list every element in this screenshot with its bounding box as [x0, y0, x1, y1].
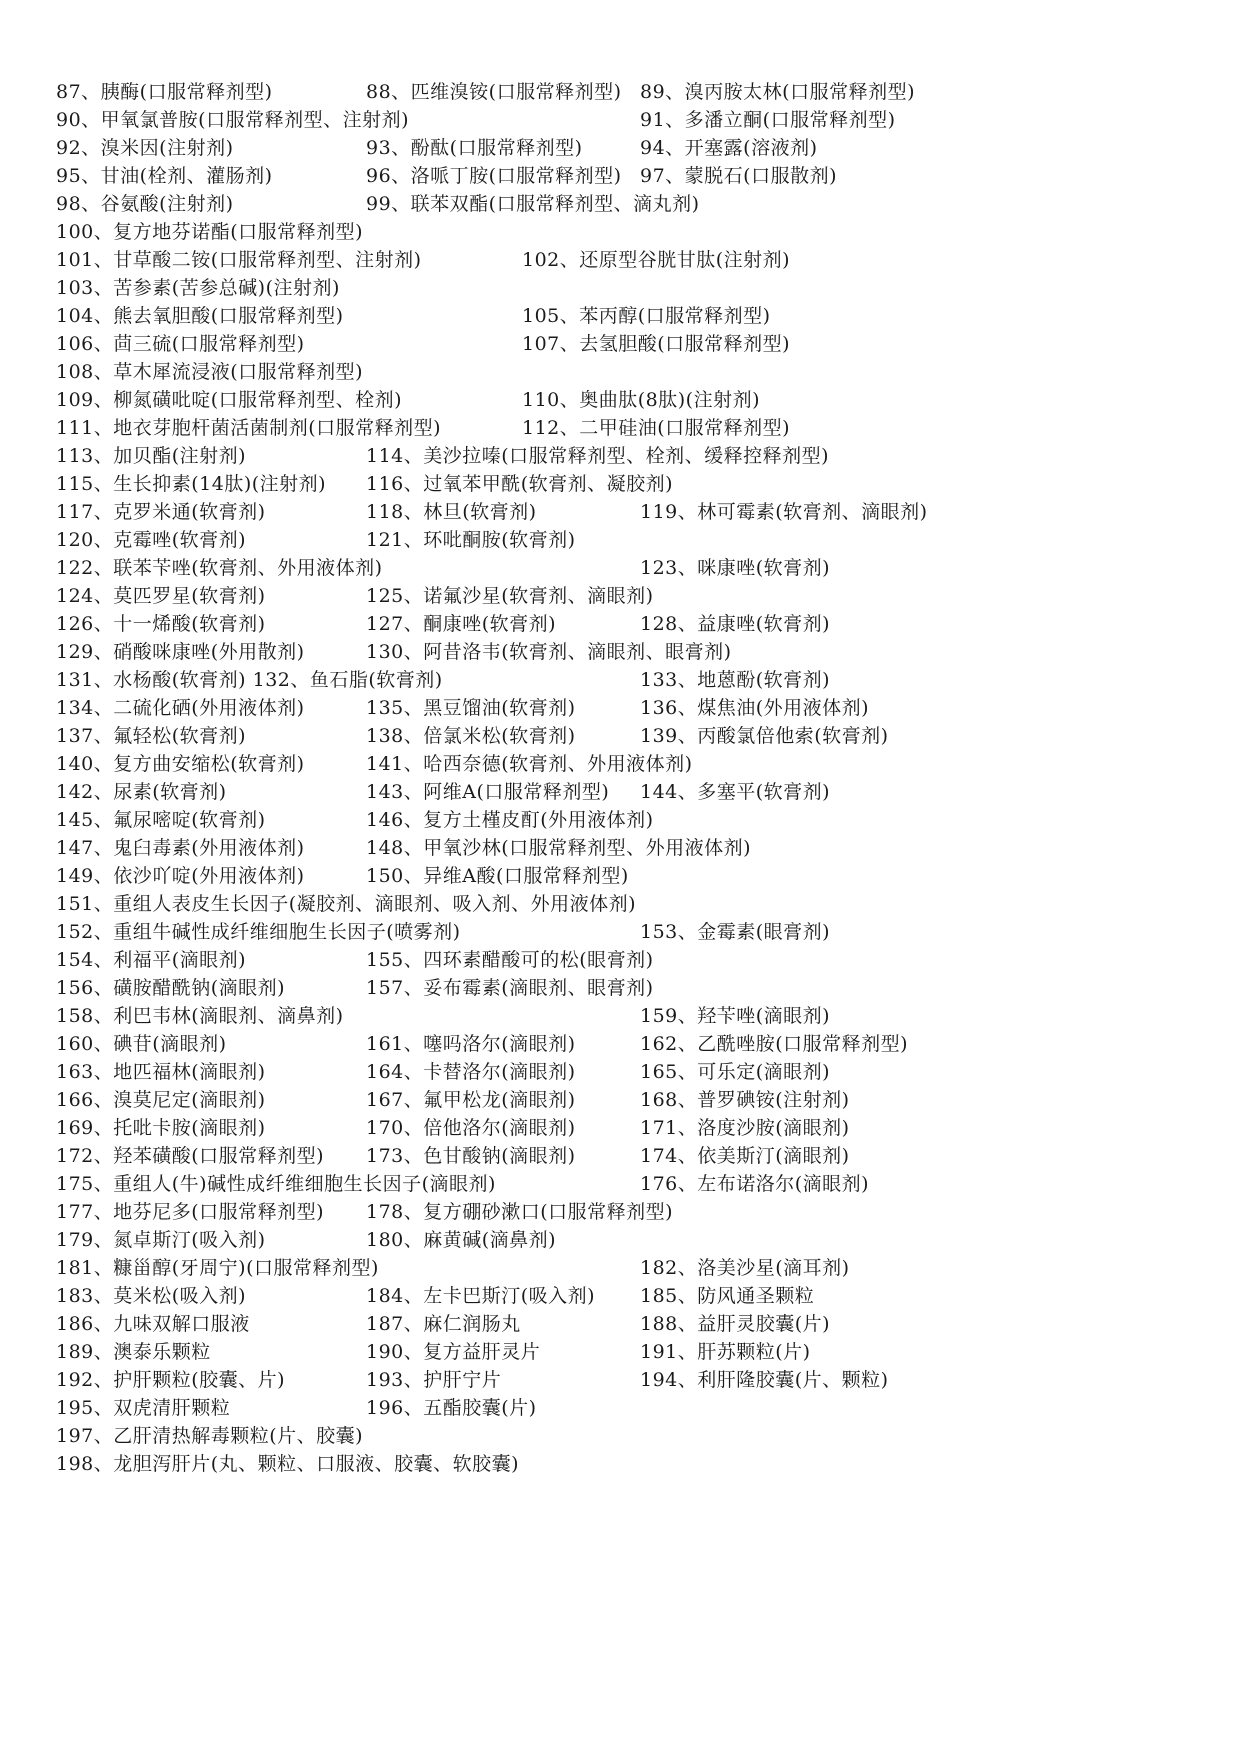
list-row [0, 105, 1241, 136]
drug-entry: 169、托吡卡胺(滴眼剂) [56, 1117, 266, 1139]
drug-entry: 109、柳氮磺吡啶(口服常释剂型、栓剂) [56, 389, 403, 411]
drug-entry: 197、乙肝清热解毒颗粒(片、胶囊) [56, 1425, 364, 1447]
drug-entry: 149、依沙吖啶(外用液体剂) [56, 865, 305, 887]
drug-entry: 90、甲氧氯普胺(口服常释剂型、注射剂) [56, 109, 410, 131]
drug-entry: 160、碘苷(滴眼剂) [56, 1033, 227, 1055]
drug-entry: 104、熊去氧胆酸(口服常释剂型) [56, 305, 344, 327]
drug-entry: 116、过氧苯甲酰(软膏剂、凝胶剂) [366, 473, 674, 495]
drug-entry: 123、咪康唑(软膏剂) [640, 557, 831, 579]
drug-entry: 141、哈西奈德(软膏剂、外用液体剂) [366, 753, 693, 775]
drug-entry: 147、鬼臼毒素(外用液体剂) [56, 837, 305, 859]
drug-entry: 171、洛度沙胺(滴眼剂) [640, 1117, 850, 1139]
drug-entry: 95、甘油(栓剂、灌肠剂) [56, 165, 273, 187]
drug-entry: 177、地芬尼多(口服常释剂型) [56, 1201, 325, 1223]
drug-entry: 193、护肝宁片 [366, 1369, 502, 1391]
drug-entry: 146、复方土槿皮酊(外用液体剂) [366, 809, 654, 831]
list-row [0, 1421, 1241, 1452]
list-row [0, 665, 1241, 696]
drug-entry: 157、妥布霉素(滴眼剂、眼膏剂) [366, 977, 654, 999]
list-row [0, 805, 1241, 836]
drug-entry: 110、奥曲肽(8肽)(注射剂) [522, 389, 761, 411]
drug-entry: 135、黑豆馏油(软膏剂) [366, 697, 576, 719]
drug-entry: 144、多塞平(软膏剂) [640, 781, 831, 803]
list-row [0, 1365, 1241, 1396]
drug-entry: 117、克罗米通(软膏剂) [56, 501, 266, 523]
drug-entry: 100、复方地芬诺酯(口服常释剂型) [56, 221, 364, 243]
drug-entry: 192、护肝颗粒(胶囊、片) [56, 1369, 286, 1391]
list-row [0, 1337, 1241, 1368]
drug-entry: 137、氟轻松(软膏剂) [56, 725, 247, 747]
drug-entry: 183、莫米松(吸入剂) [56, 1285, 247, 1307]
drug-entry: 179、氮卓斯汀(吸入剂) [56, 1229, 266, 1251]
list-row [0, 385, 1241, 416]
list-row [0, 1001, 1241, 1032]
drug-entry: 189、澳泰乐颗粒 [56, 1341, 211, 1363]
drug-entry: 112、二甲硅油(口服常释剂型) [522, 417, 791, 439]
list-row [0, 133, 1241, 164]
drug-entry: 114、美沙拉嗪(口服常释剂型、栓剂、缓释控释剂型) [366, 445, 830, 467]
list-row [0, 1393, 1241, 1424]
drug-entry: 125、诺氟沙星(软膏剂、滴眼剂) [366, 585, 654, 607]
drug-entry: 127、酮康唑(软膏剂) [366, 613, 557, 635]
drug-entry: 182、洛美沙星(滴耳剂) [640, 1257, 850, 1279]
drug-entry: 98、谷氨酸(注射剂) [56, 193, 234, 215]
drug-entry: 162、乙酰唑胺(口服常释剂型) [640, 1033, 909, 1055]
drug-entry: 150、异维A酸(口服常释剂型) [366, 865, 629, 887]
drug-entry: 145、氟尿嘧啶(软膏剂) [56, 809, 266, 831]
list-row [0, 273, 1241, 304]
list-row [0, 917, 1241, 948]
drug-entry: 159、羟苄唑(滴眼剂) [640, 1005, 831, 1027]
list-row [0, 1225, 1241, 1256]
list-row [0, 581, 1241, 612]
list-row [0, 469, 1241, 500]
list-row [0, 749, 1241, 780]
drug-entry: 151、重组人表皮生长因子(凝胶剂、滴眼剂、吸入剂、外用液体剂) [56, 893, 637, 915]
list-row [0, 497, 1241, 528]
drug-entry: 143、阿维A(口服常释剂型) [366, 781, 610, 803]
drug-entry: 174、依美斯汀(滴眼剂) [640, 1145, 850, 1167]
list-row [0, 1449, 1241, 1480]
list-row [0, 301, 1241, 332]
list-row [0, 329, 1241, 360]
drug-entry: 119、林可霉素(软膏剂、滴眼剂) [640, 501, 928, 523]
list-row [0, 217, 1241, 248]
drug-entry: 153、金霉素(眼膏剂) [640, 921, 831, 943]
drug-entry: 133、地蒽酚(软膏剂) [640, 669, 831, 691]
list-row [0, 77, 1241, 108]
drug-entry: 194、利肝隆胶囊(片、颗粒) [640, 1369, 889, 1391]
list-row [0, 945, 1241, 976]
drug-entry: 96、洛哌丁胺(口服常释剂型) [366, 165, 622, 187]
drug-entry: 128、益康唑(软膏剂) [640, 613, 831, 635]
list-row [0, 189, 1241, 220]
drug-entry: 142、尿素(软膏剂) [56, 781, 227, 803]
drug-entry: 170、倍他洛尔(滴眼剂) [366, 1117, 576, 1139]
drug-entry: 138、倍氯米松(软膏剂) [366, 725, 576, 747]
drug-entry: 102、还原型谷胱甘肽(注射剂) [522, 249, 791, 271]
drug-entry: 134、二硫化硒(外用液体剂) [56, 697, 305, 719]
list-row [0, 553, 1241, 584]
drug-entry: 91、多潘立酮(口服常释剂型) [640, 109, 896, 131]
drug-entry: 101、甘草酸二铵(口服常释剂型、注射剂) [56, 249, 422, 271]
drug-entry: 99、联苯双酯(口服常释剂型、滴丸剂) [366, 193, 700, 215]
drug-entry: 180、麻黄碱(滴鼻剂) [366, 1229, 557, 1251]
list-row [0, 413, 1241, 444]
drug-entry: 175、重组人(牛)碱性成纤维细胞生长因子(滴眼剂) [56, 1173, 496, 1195]
drug-entry: 173、色甘酸钠(滴眼剂) [366, 1145, 576, 1167]
drug-entry: 97、蒙脱石(口服散剂) [640, 165, 838, 187]
drug-entry: 93、酚酞(口服常释剂型) [366, 137, 583, 159]
drug-entry: 130、阿昔洛韦(软膏剂、滴眼剂、眼膏剂) [366, 641, 732, 663]
drug-entry: 129、硝酸咪康唑(外用散剂) [56, 641, 305, 663]
drug-entry: 111、地衣芽胞杆菌活菌制剂(口服常释剂型) [56, 417, 442, 439]
drug-entry: 154、利福平(滴眼剂) [56, 949, 247, 971]
list-row [0, 1309, 1241, 1340]
list-row [0, 973, 1241, 1004]
drug-entry: 167、氟甲松龙(滴眼剂) [366, 1089, 576, 1111]
drug-entry: 185、防风通圣颗粒 [640, 1285, 815, 1307]
list-row [0, 777, 1241, 808]
list-row [0, 441, 1241, 472]
drug-entry: 178、复方硼砂漱口(口服常释剂型) [366, 1201, 674, 1223]
drug-entry: 106、茴三硫(口服常释剂型) [56, 333, 305, 355]
list-row [0, 161, 1241, 192]
drug-entry: 152、重组牛碱性成纤维细胞生长因子(喷雾剂) [56, 921, 461, 943]
list-row [0, 357, 1241, 388]
drug-entry: 107、去氢胆酸(口服常释剂型) [522, 333, 791, 355]
drug-entry: 181、糠甾醇(牙周宁)(口服常释剂型) [56, 1257, 379, 1279]
list-row [0, 1085, 1241, 1116]
drug-entry: 118、林旦(软膏剂) [366, 501, 537, 523]
drug-entry: 166、溴莫尼定(滴眼剂) [56, 1089, 266, 1111]
drug-entry: 172、羟苯磺酸(口服常释剂型) [56, 1145, 325, 1167]
drug-entry: 105、苯丙醇(口服常释剂型) [522, 305, 771, 327]
drug-entry: 176、左布诺洛尔(滴眼剂) [640, 1173, 870, 1195]
drug-entry: 164、卡替洛尔(滴眼剂) [366, 1061, 576, 1083]
drug-entry: 115、生长抑素(14肽)(注射剂) [56, 473, 327, 495]
list-row [0, 1141, 1241, 1172]
drug-entry: 122、联苯苄唑(软膏剂、外用液体剂) [56, 557, 383, 579]
drug-entry: 113、加贝酯(注射剂) [56, 445, 247, 467]
list-row [0, 1029, 1241, 1060]
drug-entry: 187、麻仁润肠丸 [366, 1313, 521, 1335]
list-row [0, 861, 1241, 892]
drug-entry: 148、甲氧沙林(口服常释剂型、外用液体剂) [366, 837, 752, 859]
drug-entry: 186、九味双解口服液 [56, 1313, 250, 1335]
drug-entry: 139、丙酸氯倍他索(软膏剂) [640, 725, 889, 747]
drug-entry: 126、十一烯酸(软膏剂) [56, 613, 266, 635]
list-row [0, 609, 1241, 640]
drug-entry: 196、五酯胶囊(片) [366, 1397, 537, 1419]
drug-entry: 190、复方益肝灵片 [366, 1341, 541, 1363]
drug-entry: 155、四环素醋酸可的松(眼膏剂) [366, 949, 654, 971]
drug-entry: 158、利巴韦林(滴眼剂、滴鼻剂) [56, 1005, 344, 1027]
drug-entry: 140、复方曲安缩松(软膏剂) [56, 753, 305, 775]
drug-entry: 89、溴丙胺太林(口服常释剂型) [640, 81, 916, 103]
drug-entry: 124、莫匹罗星(软膏剂) [56, 585, 266, 607]
drug-entry: 121、环吡酮胺(软膏剂) [366, 529, 576, 551]
list-row [0, 1197, 1241, 1228]
drug-entry: 188、益肝灵胶囊(片) [640, 1313, 831, 1335]
drug-entry: 165、可乐定(滴眼剂) [640, 1061, 831, 1083]
list-row [0, 1253, 1241, 1284]
list-row [0, 1169, 1241, 1200]
list-row [0, 833, 1241, 864]
drug-entry: 88、匹维溴铵(口服常释剂型) [366, 81, 622, 103]
drug-entry: 103、苦参素(苦参总碱)(注射剂) [56, 277, 340, 299]
drug-entry: 108、草木犀流浸液(口服常释剂型) [56, 361, 364, 383]
drug-entry: 131、水杨酸(软膏剂) 132、鱼石脂(软膏剂) [56, 669, 443, 691]
drug-entry: 184、左卡巴斯汀(吸入剂) [366, 1285, 596, 1307]
drug-entry: 168、普罗碘铵(注射剂) [640, 1089, 850, 1111]
list-row [0, 1057, 1241, 1088]
list-row [0, 721, 1241, 752]
list-row [0, 245, 1241, 276]
drug-entry: 195、双虎清肝颗粒 [56, 1397, 231, 1419]
list-row [0, 693, 1241, 724]
drug-entry: 136、煤焦油(外用液体剂) [640, 697, 870, 719]
drug-entry: 161、噻吗洛尔(滴眼剂) [366, 1033, 576, 1055]
drug-entry: 156、磺胺醋酰钠(滴眼剂) [56, 977, 286, 999]
drug-entry: 87、胰酶(口服常释剂型) [56, 81, 273, 103]
drug-entry: 92、溴米因(注射剂) [56, 137, 234, 159]
list-row [0, 889, 1241, 920]
drug-entry: 191、肝苏颗粒(片) [640, 1341, 811, 1363]
drug-entry: 94、开塞露(溶液剂) [640, 137, 818, 159]
drug-entry: 163、地匹福林(滴眼剂) [56, 1061, 266, 1083]
list-row [0, 1113, 1241, 1144]
drug-entry: 198、龙胆泻肝片(丸、颗粒、口服液、胶囊、软胶囊) [56, 1453, 520, 1475]
list-row [0, 1281, 1241, 1312]
drug-entry: 120、克霉唑(软膏剂) [56, 529, 247, 551]
list-row [0, 637, 1241, 668]
list-row [0, 525, 1241, 556]
